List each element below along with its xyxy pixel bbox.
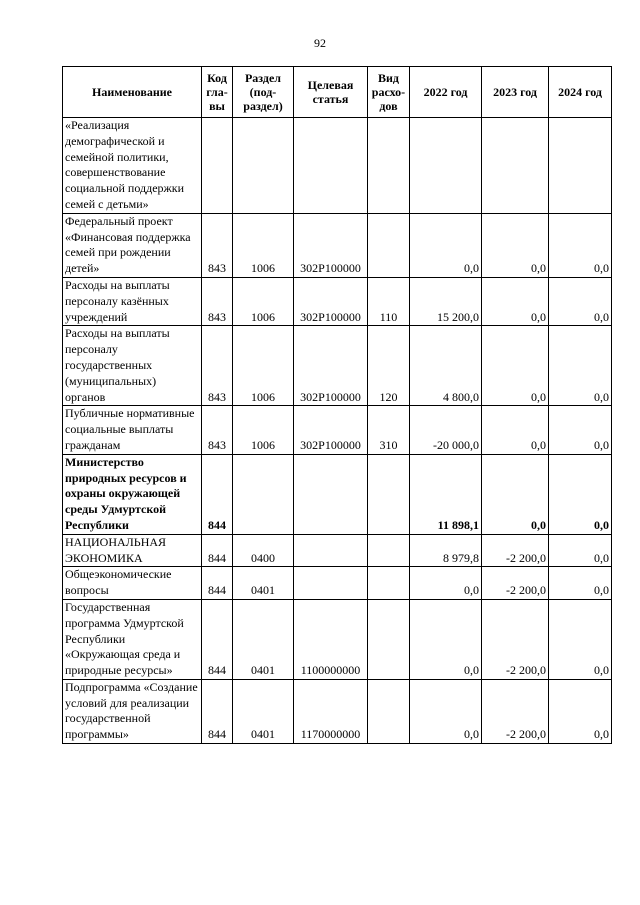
cell-target: 302P100000 (294, 213, 368, 277)
cell-y2023: 0,0 (482, 406, 549, 454)
cell-y2024: 0,0 (549, 567, 612, 600)
cell-y2023: -2 200,0 (482, 599, 549, 679)
cell-y2023 (482, 118, 549, 214)
table-header-row (63, 67, 612, 118)
cell-target: 302P100000 (294, 277, 368, 325)
cell-code: 844 (202, 567, 233, 600)
cell-y2023: 0,0 (482, 213, 549, 277)
cell-section (233, 118, 294, 214)
cell-y2024: 0,0 (549, 534, 612, 567)
table-row (63, 326, 612, 406)
cell-section: 1006 (233, 406, 294, 454)
cell-y2022: 4 800,0 (410, 326, 482, 406)
cell-vid: 110 (368, 277, 410, 325)
table-row (63, 534, 612, 567)
table-row (63, 213, 612, 277)
header-name: Наименование (63, 67, 202, 118)
cell-y2024: 0,0 (549, 213, 612, 277)
page-number: 92 (314, 36, 326, 50)
table-row (63, 277, 612, 325)
cell-name: Государственная программа Удмуртской Республики «Окружающая среда и природные ресурсы» (63, 599, 202, 679)
cell-name: «Реализация демографической и семейной политики, совершенствование социальной поддержки семей с детьми» (63, 118, 202, 214)
cell-vid (368, 567, 410, 600)
cell-section: 1006 (233, 213, 294, 277)
cell-code: 844 (202, 599, 233, 679)
cell-name: Министерство природных ресурсов и охраны окружающей среды Удмуртской Республики (63, 454, 202, 534)
header-target: Целевая статья (294, 67, 368, 118)
cell-vid (368, 534, 410, 567)
cell-code: 843 (202, 326, 233, 406)
cell-section: 1006 (233, 326, 294, 406)
header-code: Код гла-вы (202, 67, 233, 118)
cell-target (294, 118, 368, 214)
cell-y2022 (410, 118, 482, 214)
cell-name: Публичные нормативные социальные выплаты гражданам (63, 406, 202, 454)
cell-vid (368, 454, 410, 534)
cell-y2024: 0,0 (549, 599, 612, 679)
cell-target: 1100000000 (294, 599, 368, 679)
cell-target: 302P100000 (294, 326, 368, 406)
table-row (63, 679, 612, 743)
cell-y2022: -20 000,0 (410, 406, 482, 454)
table-row (63, 567, 612, 600)
header-2024: 2024 год (549, 67, 612, 118)
cell-name: Федеральный проект «Финансовая поддержка семей при рождении детей» (63, 213, 202, 277)
cell-vid (368, 679, 410, 743)
cell-y2024: 0,0 (549, 326, 612, 406)
cell-target: 302P100000 (294, 406, 368, 454)
cell-y2024: 0,0 (549, 454, 612, 534)
cell-section: 0401 (233, 567, 294, 600)
cell-vid (368, 599, 410, 679)
cell-code: 843 (202, 213, 233, 277)
cell-y2023: 0,0 (482, 277, 549, 325)
cell-target (294, 534, 368, 567)
cell-vid (368, 118, 410, 214)
cell-y2023: -2 200,0 (482, 679, 549, 743)
cell-name: Подпрограмма «Создание условий для реализации государственной программы» (63, 679, 202, 743)
cell-section: 1006 (233, 277, 294, 325)
cell-code (202, 118, 233, 214)
table-row (63, 599, 612, 679)
cell-section: 0401 (233, 679, 294, 743)
cell-name: НАЦИОНАЛЬНАЯ ЭКОНОМИКА (63, 534, 202, 567)
cell-y2022: 11 898,1 (410, 454, 482, 534)
cell-y2022: 0,0 (410, 213, 482, 277)
cell-y2024: 0,0 (549, 679, 612, 743)
cell-y2022: 15 200,0 (410, 277, 482, 325)
cell-y2022: 0,0 (410, 567, 482, 600)
budget-table (62, 66, 612, 744)
table-row (63, 454, 612, 534)
cell-y2024 (549, 118, 612, 214)
cell-name: Общеэкономические вопросы (63, 567, 202, 600)
cell-y2022: 0,0 (410, 599, 482, 679)
cell-vid: 120 (368, 326, 410, 406)
header-2023: 2023 год (482, 67, 549, 118)
cell-y2024: 0,0 (549, 277, 612, 325)
header-vid: Вид расхо-дов (368, 67, 410, 118)
cell-y2023: -2 200,0 (482, 567, 549, 600)
table-row (63, 406, 612, 454)
cell-section: 0400 (233, 534, 294, 567)
cell-name: Расходы на выплаты персоналу казённых учреждений (63, 277, 202, 325)
cell-y2022: 8 979,8 (410, 534, 482, 567)
cell-y2023: 0,0 (482, 454, 549, 534)
cell-y2024: 0,0 (549, 406, 612, 454)
cell-section (233, 454, 294, 534)
cell-name: Расходы на выплаты персоналу государственных (муниципальных) органов (63, 326, 202, 406)
cell-code: 843 (202, 277, 233, 325)
header-section: Раздел (под-раздел) (233, 67, 294, 118)
cell-target (294, 567, 368, 600)
cell-y2022: 0,0 (410, 679, 482, 743)
header-2022: 2022 год (410, 67, 482, 118)
cell-section: 0401 (233, 599, 294, 679)
cell-y2023: -2 200,0 (482, 534, 549, 567)
cell-target (294, 454, 368, 534)
cell-code: 844 (202, 454, 233, 534)
table-row (63, 118, 612, 214)
cell-code: 844 (202, 534, 233, 567)
cell-code: 844 (202, 679, 233, 743)
cell-target: 1170000000 (294, 679, 368, 743)
cell-vid (368, 213, 410, 277)
cell-y2023: 0,0 (482, 326, 549, 406)
cell-code: 843 (202, 406, 233, 454)
cell-vid: 310 (368, 406, 410, 454)
